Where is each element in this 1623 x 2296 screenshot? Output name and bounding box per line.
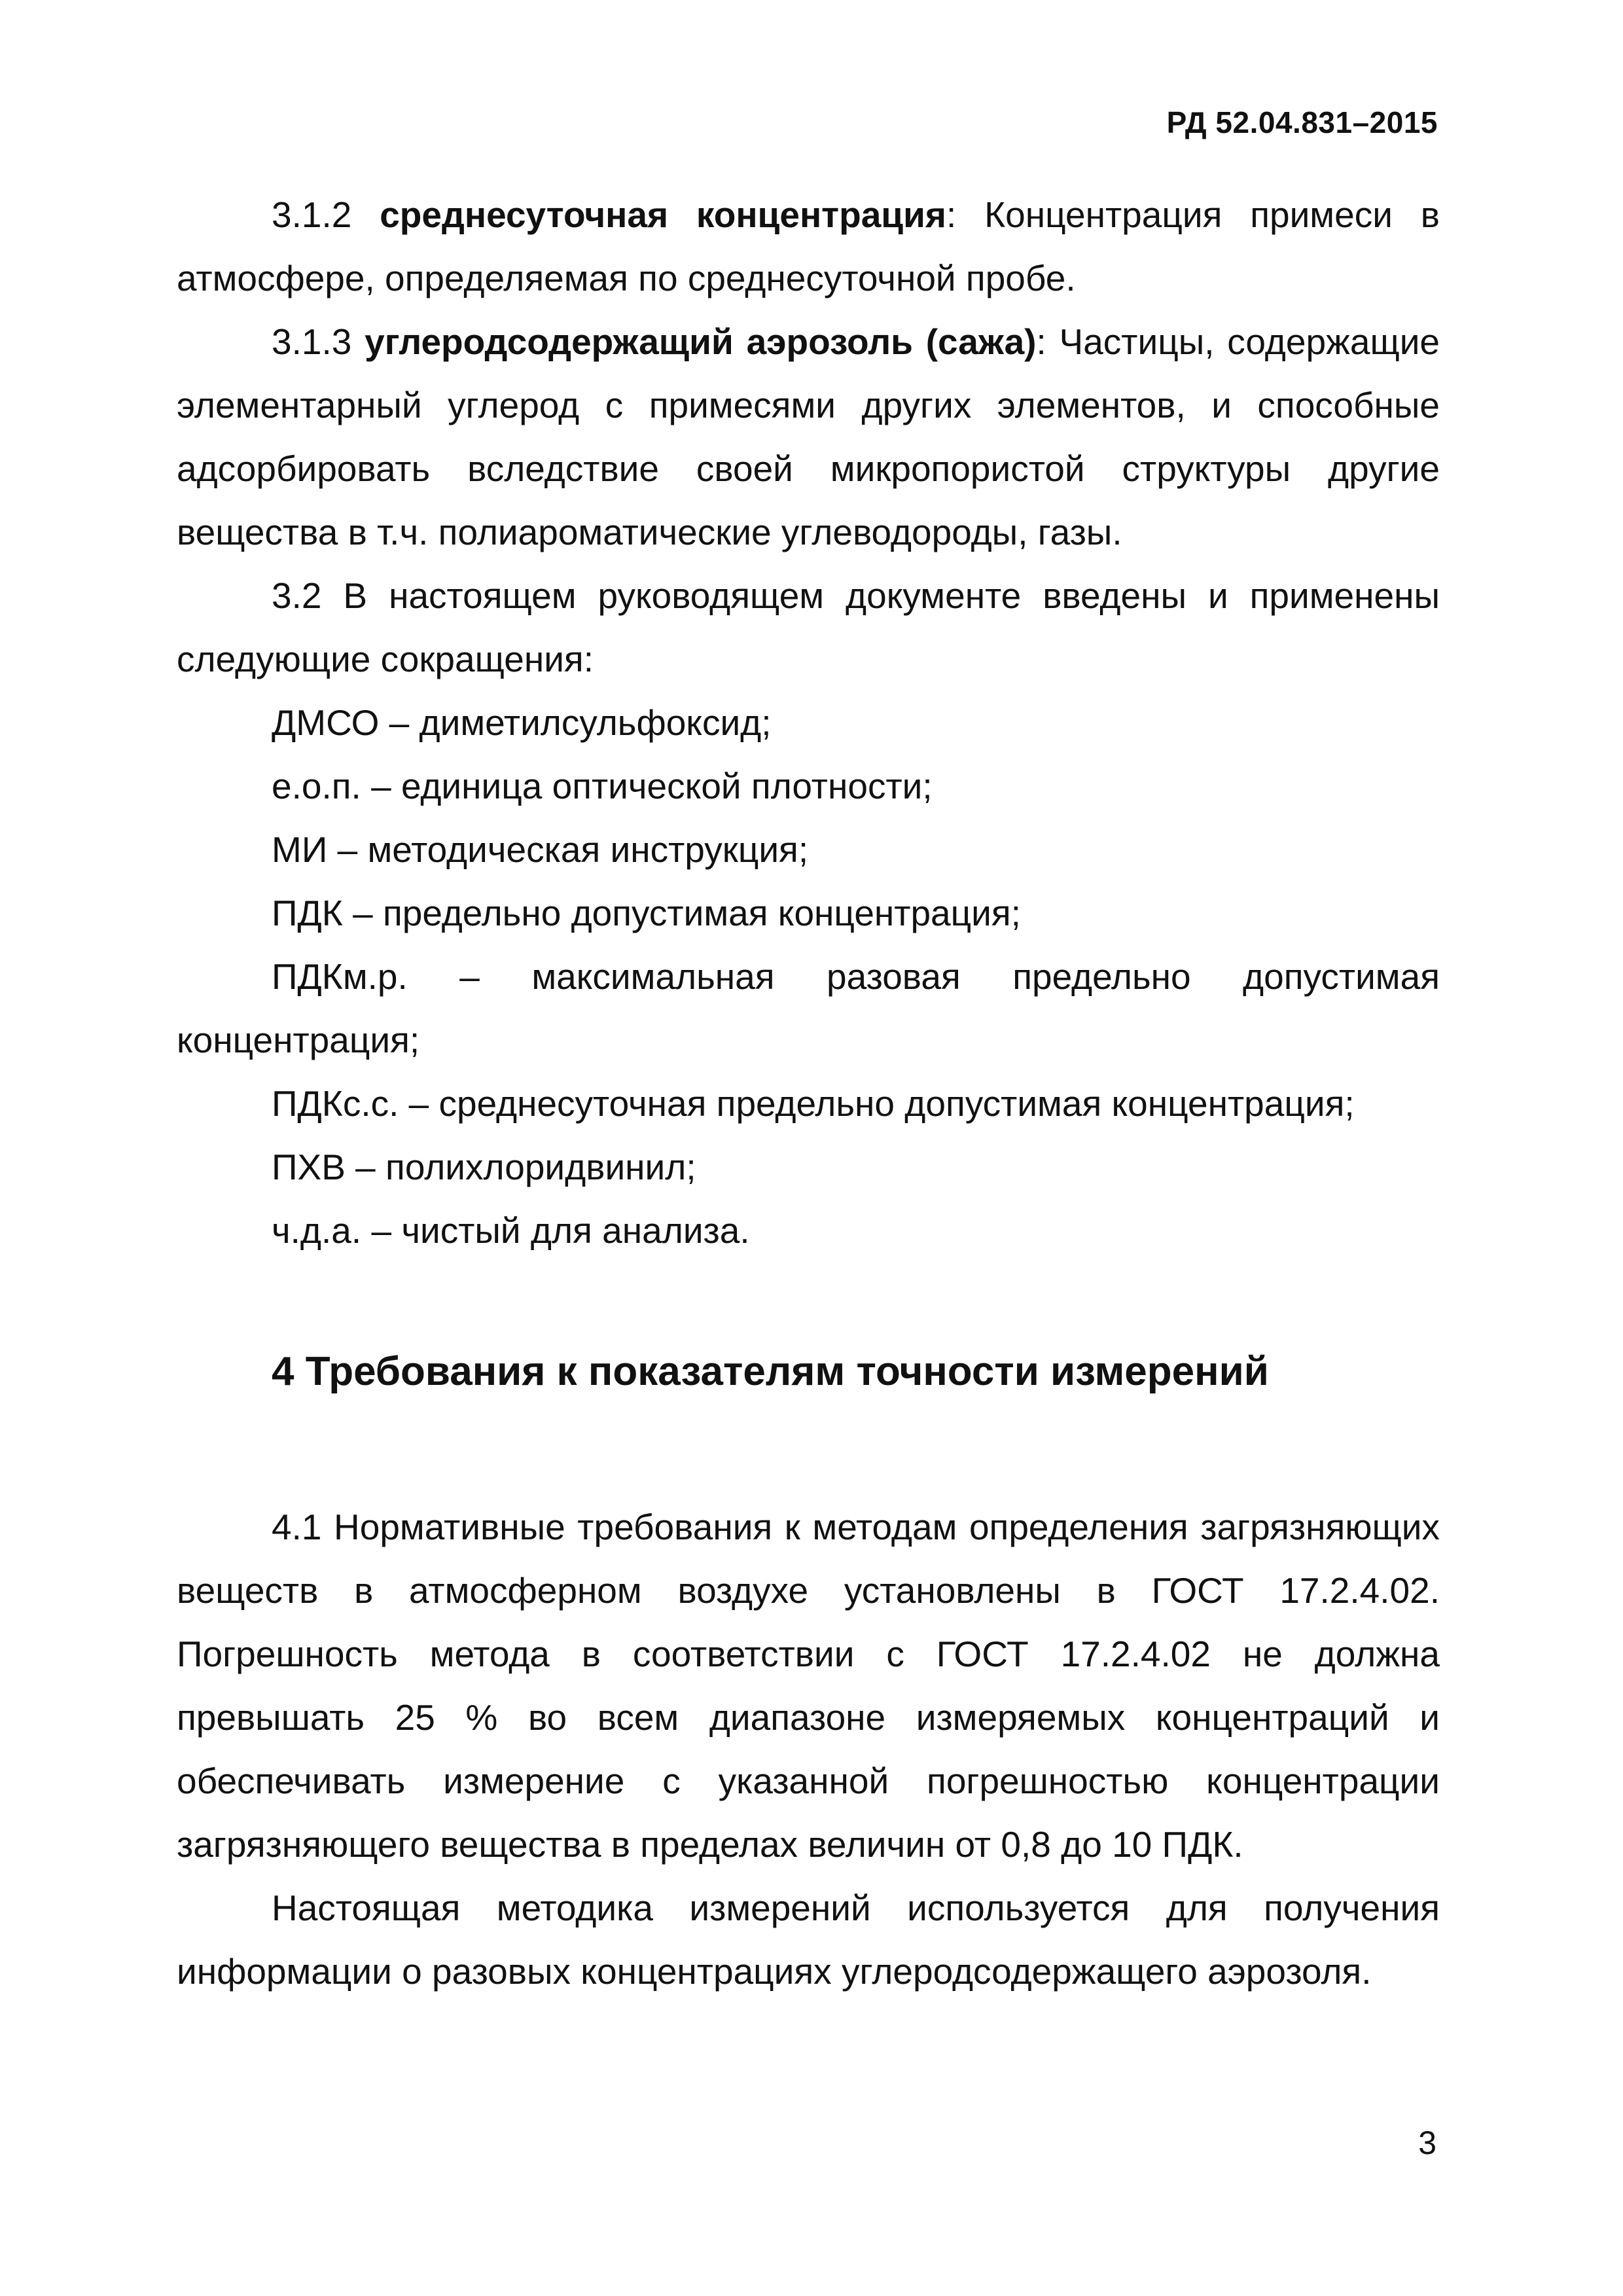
term-carbon-aerosol: углеродсодержащий аэрозоль (сажа) (365, 321, 1037, 362)
definition-text: : Частицы, содержащие элементарный углерод с примесями других элементов, и способные адсорбировать вследствие своей микропористой структуры другие вещества в т.ч. полиароматические углеводороды, газы. (177, 321, 1440, 552)
abbreviation-item: ПДКс.с. – среднесуточная предельно допустимая концентрация; (272, 1083, 1355, 1124)
paragraph-3-1-3 (177, 310, 1440, 564)
section-4-heading: 4 Требования к показателям точности измерений (272, 1349, 1269, 1394)
abbreviation-item: ПДКм.р. – максимальная разовая предельно допустимая концентрация; (177, 956, 1440, 1060)
paragraph-3-2: 3.2 В настоящем руководящем документе введены и применены следующие сокращения: (177, 575, 1440, 679)
term-daily-average-concentration: среднесуточная концентрация (380, 194, 946, 235)
paragraph-4-2: Настоящая методика измерений используется для получения информации о разовых концентрациях углеродсодержащего аэрозоля. (177, 1888, 1440, 1992)
abbreviation-item: МИ – методическая инструкция; (272, 829, 809, 870)
section-3-text (177, 183, 1440, 1263)
abbreviation-item: ПДК – предельно допустимая концентрация; (272, 893, 1021, 933)
clause-number: 3.1.2 (272, 194, 352, 235)
abbreviation-item: е.о.п. – единица оптической плотности; (272, 766, 933, 806)
paragraph-4-1: 4.1 Нормативные требования к методам определения загрязняющих веществ в атмосферном воздухе установлены в ГОСТ 17.2.4.02. Погрешность метода в соответствии с ГОСТ 17.2.4.02 не должна превышать 25 % во всем диапазоне измеряемых концентраций и обеспечивать измерение с указанной погрешностью концентрации загрязняющего вещества в пределах величин от 0,8 до 10 ПДК. (177, 1507, 1440, 1865)
document-code: РД 52.04.831–2015 (1166, 105, 1438, 139)
definition-text: : Концентрация примеси в атмосфере, определяемая по среднесуточной пробе. (177, 194, 1440, 298)
clause-number: 3.1.3 (272, 321, 352, 362)
abbreviation-item: ч.д.а. – чистый для анализа. (272, 1210, 750, 1251)
section-4-text (177, 1496, 1440, 2003)
paragraph-3-1-2 (177, 183, 1440, 310)
page-number: 3 (1418, 2125, 1436, 2161)
abbreviation-item: ДМСО – диметилсульфоксид; (272, 702, 772, 743)
abbreviation-item: ПХВ – полихлоридвинил; (272, 1147, 696, 1187)
